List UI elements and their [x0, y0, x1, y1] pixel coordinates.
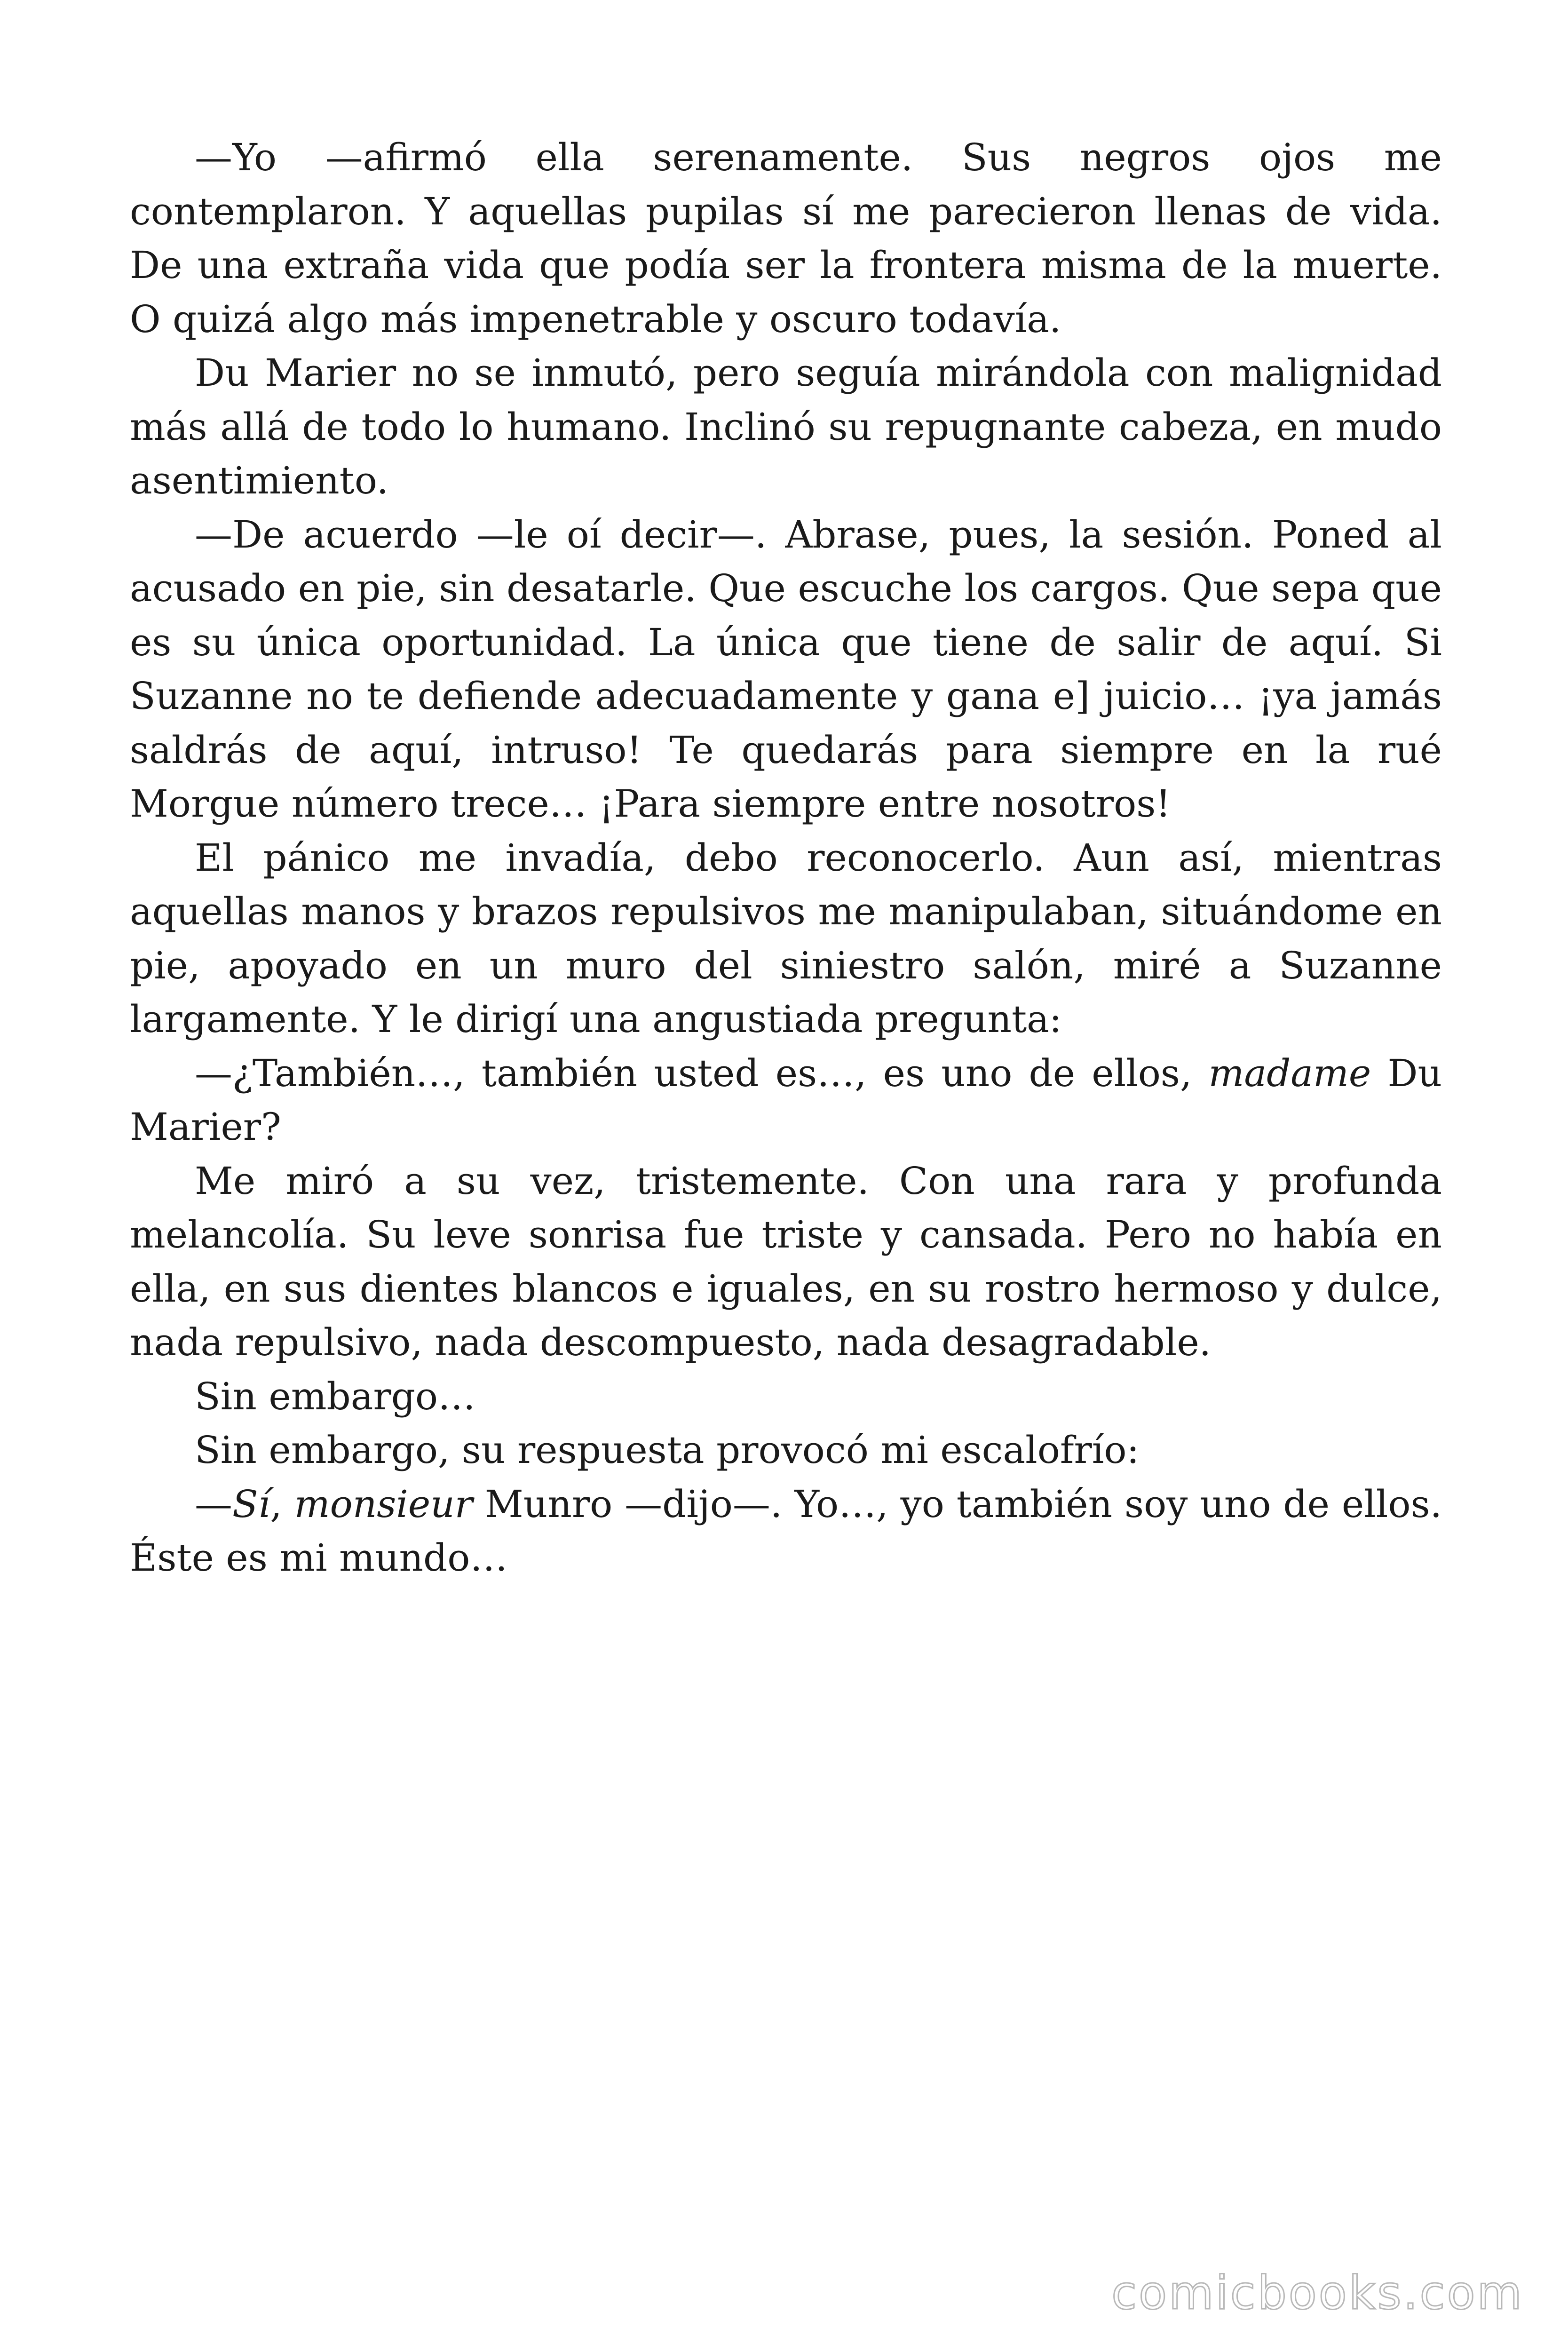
text-run: Sin embargo, su respuesta provocó mi escalofrío: [195, 1428, 1140, 1472]
text-run: — [195, 1482, 232, 1526]
italic-text: monsieur [294, 1482, 473, 1526]
text-run: Du Marier? [130, 1051, 1442, 1149]
text-run: El pánico me invadía, debo reconocerlo. Aun así, mientras aquellas manos y brazos repulsivos me manipulaban, situándome en pie, apoyado en un muro del siniestro salón, miré a Suzanne largamente. Y le dirigí una angustiada pregunta: [130, 835, 1442, 1041]
paragraph [130, 131, 1442, 346]
text-run: Sin embargo… [195, 1374, 476, 1418]
paragraph [130, 1154, 1442, 1370]
text-run: Du Marier no se inmutó, pero seguía mirándola con malignidad más allá de todo lo humano. Inclinó su repugnante cabeza, en mudo asentimiento. [130, 351, 1442, 502]
italic-text: Sí [232, 1482, 270, 1526]
text-run: , [270, 1482, 294, 1526]
paragraph [130, 508, 1442, 831]
paragraph [130, 1370, 1442, 1424]
paragraph [130, 1478, 1442, 1585]
paragraph [130, 1423, 1442, 1478]
paragraph [130, 1047, 1442, 1154]
text-run: —Yo —afirmó ella serenamente. Sus negros ojos me contemplaron. Y aquellas pupilas sí me parecieron llenas de vida. De una extraña vida que podía ser la frontera misma de la muerte. O quizá algo más impenetrable y oscuro todavía. [130, 135, 1442, 341]
text-run: —De acuerdo —le oí decir—. Abrase, pues, la sesión. Poned al acusado en pie, sin desatarle. Que escuche los cargos. Que sepa que es su única oportunidad. La única que tiene de salir de aquí. Si Suzanne no te defiende adecuadamente y gana e] juicio… ¡ya jamás saldrás de aquí, intruso! Te quedarás para siempre en la rué Morgue número trece… ¡Para siempre entre nosotros! [130, 512, 1442, 826]
text-run: —¿También…, también usted es…, es uno de ellos, [195, 1051, 1209, 1095]
text-run: Munro —dijo—. Yo…, yo también soy uno de ellos. Éste es mi mundo… [130, 1482, 1442, 1580]
watermark: comicbooks.com [1111, 2266, 1524, 2320]
paragraph [130, 831, 1442, 1047]
italic-text: madame [1208, 1051, 1371, 1095]
paragraph [130, 346, 1442, 508]
body-text [130, 131, 1442, 1585]
text-run: Me miró a su vez, tristemente. Con una rara y profunda melancolía. Su leve sonrisa fue triste y cansada. Pero no había en ella, en sus dientes blancos e iguales, en su rostro hermoso y dulce, nada repulsivo, nada descompuesto, nada desagradable. [130, 1159, 1442, 1364]
